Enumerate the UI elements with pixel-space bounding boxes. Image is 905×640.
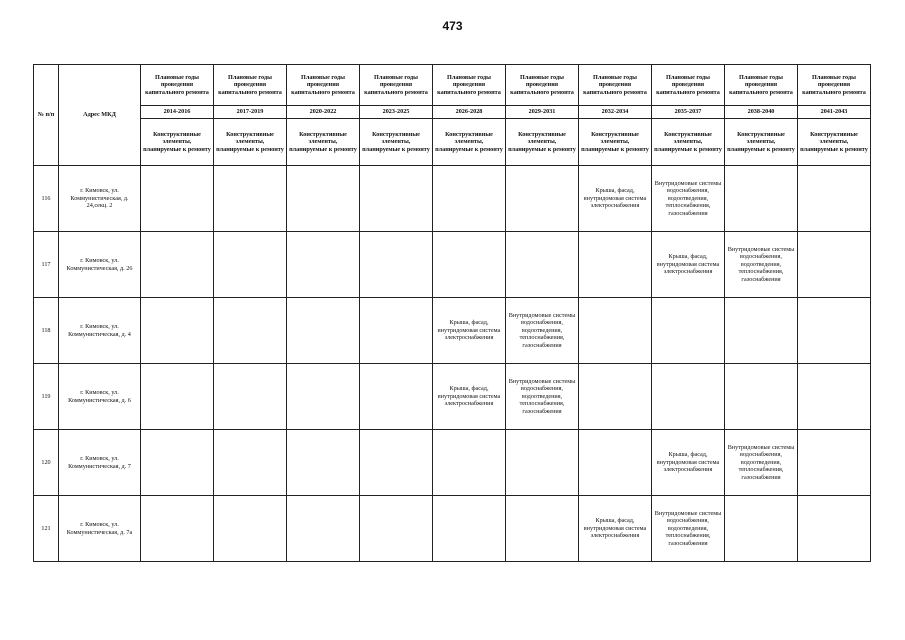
work-cell: [798, 166, 871, 232]
work-cell: [652, 364, 725, 430]
work-cell: [214, 496, 287, 562]
work-cell: [214, 298, 287, 364]
work-cell: [579, 364, 652, 430]
elements-header: Конструктивные элементы, планируемые к ремонту: [287, 119, 360, 166]
period-years-header: 2023-2025: [360, 106, 433, 119]
period-years-header: 2029-2031: [506, 106, 579, 119]
period-title-header: Плановые годы проведения капитального ремонта: [506, 65, 579, 106]
table-row: [34, 232, 871, 298]
period-title-header: Плановые годы проведения капитального ремонта: [141, 65, 214, 106]
work-cell: Внутридомовые системы водоснабжения, водоотведения, теплоснабжения, газоснабжения: [506, 364, 579, 430]
elements-header: Конструктивные элементы, планируемые к ремонту: [433, 119, 506, 166]
row-number-header: № п/п: [34, 65, 59, 166]
work-cell: [433, 232, 506, 298]
work-cell: [433, 430, 506, 496]
work-cell: Крыша, фасад, внутридомовая система электроснабжения: [433, 364, 506, 430]
work-cell: Внутридомовые системы водоснабжения, водоотведения, теплоснабжения, газоснабжения: [725, 430, 798, 496]
work-cell: Крыша, фасад, внутридомовая система электроснабжения: [652, 232, 725, 298]
work-cell: Крыша, фасад, внутридомовая система электроснабжения: [579, 166, 652, 232]
work-cell: [798, 496, 871, 562]
work-cell: Внутридомовые системы водоснабжения, водоотведения, теплоснабжения, газоснабжения: [652, 166, 725, 232]
header-row-elements: [34, 119, 871, 166]
address-cell: г. Кимовск, ул. Коммунистическая, д. 26: [59, 232, 141, 298]
period-years-header: 2032-2034: [579, 106, 652, 119]
period-years-header: 2017-2019: [214, 106, 287, 119]
work-cell: Крыша, фасад, внутридомовая система электроснабжения: [433, 298, 506, 364]
elements-header: Конструктивные элементы, планируемые к ремонту: [579, 119, 652, 166]
work-cell: [725, 298, 798, 364]
work-cell: [798, 364, 871, 430]
address-cell: г. Кимовск, ул. Коммунистическая, д. 7а: [59, 496, 141, 562]
row-number: 117: [34, 232, 59, 298]
period-years-header: 2035-2037: [652, 106, 725, 119]
row-number: 118: [34, 298, 59, 364]
table-row: [34, 166, 871, 232]
period-title-header: Плановые годы проведения капитального ремонта: [287, 65, 360, 106]
work-cell: [506, 232, 579, 298]
work-cell: [360, 496, 433, 562]
elements-header: Конструктивные элементы, планируемые к ремонту: [652, 119, 725, 166]
table-body: [34, 166, 871, 562]
work-cell: [287, 496, 360, 562]
work-cell: [433, 166, 506, 232]
elements-header: Конструктивные элементы, планируемые к ремонту: [506, 119, 579, 166]
repair-schedule-table: [33, 64, 871, 562]
work-cell: [360, 232, 433, 298]
table-row: [34, 364, 871, 430]
work-cell: [433, 496, 506, 562]
period-title-header: Плановые годы проведения капитального ремонта: [360, 65, 433, 106]
table-row: [34, 298, 871, 364]
period-title-header: Плановые годы проведения капитального ремонта: [579, 65, 652, 106]
work-cell: [287, 430, 360, 496]
work-cell: [506, 496, 579, 562]
period-title-header: Плановые годы проведения капитального ремонта: [433, 65, 506, 106]
work-cell: Внутридомовые системы водоснабжения, водоотведения, теплоснабжения, газоснабжения: [725, 232, 798, 298]
work-cell: [725, 166, 798, 232]
work-cell: [579, 430, 652, 496]
work-cell: [652, 298, 725, 364]
work-cell: [141, 232, 214, 298]
work-cell: [287, 364, 360, 430]
work-cell: [506, 166, 579, 232]
address-cell: г. Кимовск, ул. Коммунистическая, д. 4: [59, 298, 141, 364]
work-cell: Внутридомовые системы водоснабжения, водоотведения, теплоснабжения, газоснабжения: [506, 298, 579, 364]
work-cell: [360, 166, 433, 232]
page-number: 473: [442, 19, 463, 33]
work-cell: [798, 430, 871, 496]
work-cell: [579, 232, 652, 298]
elements-header: Конструктивные элементы, планируемые к ремонту: [141, 119, 214, 166]
period-years-header: 2041-2043: [798, 106, 871, 119]
elements-header: Конструктивные элементы, планируемые к ремонту: [214, 119, 287, 166]
table-row: [34, 496, 871, 562]
header-row-years: [34, 106, 871, 119]
period-title-header: Плановые годы проведения капитального ремонта: [652, 65, 725, 106]
address-cell: г. Кимовск, ул. Коммунистическая, д. 24,секц. 2: [59, 166, 141, 232]
work-cell: Внутридомовые системы водоснабжения, водоотведения, теплоснабжения, газоснабжения: [652, 496, 725, 562]
address-cell: г. Кимовск, ул. Коммунистическая, д. 6: [59, 364, 141, 430]
period-title-header: Плановые годы проведения капитального ремонта: [214, 65, 287, 106]
work-cell: [360, 364, 433, 430]
table-header: [34, 65, 871, 166]
work-cell: [798, 298, 871, 364]
work-cell: [360, 430, 433, 496]
work-cell: Крыша, фасад, внутридомовая система электроснабжения: [579, 496, 652, 562]
elements-header: Конструктивные элементы, планируемые к ремонту: [798, 119, 871, 166]
row-number: 116: [34, 166, 59, 232]
period-title-header: Плановые годы проведения капитального ремонта: [798, 65, 871, 106]
period-years-header: 2038-2040: [725, 106, 798, 119]
row-number: 121: [34, 496, 59, 562]
work-cell: [141, 166, 214, 232]
work-cell: Крыша, фасад, внутридомовая система электроснабжения: [652, 430, 725, 496]
elements-header: Конструктивные элементы, планируемые к ремонту: [360, 119, 433, 166]
address-cell: г. Кимовск, ул. Коммунистическая, д. 7: [59, 430, 141, 496]
work-cell: [214, 364, 287, 430]
work-cell: [579, 298, 652, 364]
period-years-header: 2014-2016: [141, 106, 214, 119]
work-cell: [287, 232, 360, 298]
work-cell: [725, 496, 798, 562]
work-cell: [360, 298, 433, 364]
table-row: [34, 430, 871, 496]
row-number: 120: [34, 430, 59, 496]
work-cell: [214, 166, 287, 232]
row-number: 119: [34, 364, 59, 430]
work-cell: [506, 430, 579, 496]
work-cell: [141, 364, 214, 430]
work-cell: [725, 364, 798, 430]
work-cell: [141, 430, 214, 496]
period-title-header: Плановые годы проведения капитального ремонта: [725, 65, 798, 106]
work-cell: [214, 430, 287, 496]
period-years-header: 2026-2028: [433, 106, 506, 119]
work-cell: [214, 232, 287, 298]
period-years-header: 2020-2022: [287, 106, 360, 119]
work-cell: [287, 166, 360, 232]
address-header: Адрес МКД: [59, 65, 141, 166]
work-cell: [798, 232, 871, 298]
work-cell: [141, 298, 214, 364]
work-cell: [287, 298, 360, 364]
header-row-titles: [34, 65, 871, 106]
work-cell: [141, 496, 214, 562]
elements-header: Конструктивные элементы, планируемые к ремонту: [725, 119, 798, 166]
